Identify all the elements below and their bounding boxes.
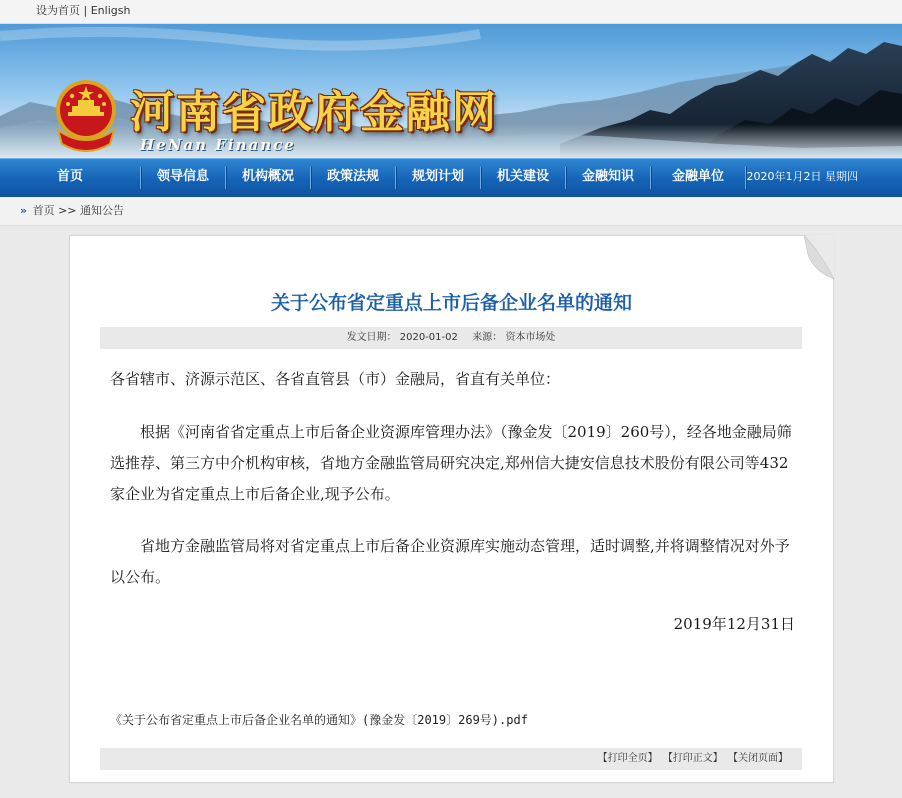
article-actions bbox=[100, 748, 802, 770]
nav-item-organization[interactable]: 机关建设 bbox=[496, 169, 549, 184]
article-title: 关于公布省定重点上市后备企业名单的通知 bbox=[270, 292, 632, 314]
topbar-separator: | bbox=[83, 4, 88, 17]
attachment-link[interactable]: 《关于公布省定重点上市后备企业名单的通知》(豫金发〔2019〕269号).pdf bbox=[110, 713, 528, 727]
close-page-button[interactable]: 【关闭页面】 bbox=[728, 753, 788, 764]
print-body-button[interactable]: 【打印正文】 bbox=[662, 753, 723, 764]
nav-item-plans[interactable]: 规划计划 bbox=[411, 169, 464, 184]
source-value: 资本市场处 bbox=[505, 332, 556, 343]
national-emblem-icon bbox=[52, 78, 120, 152]
breadcrumb-current[interactable]: 通知公告 bbox=[80, 204, 125, 217]
top-utility-bar bbox=[0, 0, 902, 24]
date-label: 发文日期： bbox=[346, 332, 397, 343]
breadcrumb bbox=[0, 197, 902, 226]
site-banner bbox=[0, 24, 902, 158]
nav-item-knowledge[interactable]: 金融知识 bbox=[581, 169, 634, 184]
article-body bbox=[110, 364, 795, 640]
site-subtitle: HeNan Finance bbox=[140, 136, 296, 154]
nav-item-overview[interactable]: 机构概况 bbox=[241, 169, 294, 184]
set-homepage-link[interactable]: 设为首页 bbox=[36, 4, 80, 17]
nav-item-home[interactable]: 首页 bbox=[56, 169, 83, 184]
article-panel bbox=[69, 235, 834, 783]
nav-item-leaders[interactable]: 领导信息 bbox=[156, 169, 209, 184]
breadcrumb-separator: >> bbox=[58, 204, 77, 217]
publish-date: 2020-01-02 bbox=[399, 332, 458, 343]
english-link[interactable]: Enligsh bbox=[90, 4, 131, 17]
salutation: 各省辖市、济源示范区、各省直管县（市）金融局，省直有关单位： bbox=[110, 370, 561, 388]
source-label: 来源： bbox=[472, 332, 503, 343]
article-meta bbox=[100, 327, 802, 349]
site-title: 河南省政府金融网 bbox=[130, 87, 498, 138]
nav-item-institutions[interactable]: 金融单位 bbox=[671, 169, 724, 184]
breadcrumb-home-link[interactable]: 首页 bbox=[32, 204, 55, 217]
page-curl-decoration bbox=[804, 235, 834, 279]
print-page-button[interactable]: 【打印全页】 bbox=[597, 753, 658, 764]
body-paragraph: 根据《河南省省定重点上市后备企业资源库管理办法》（豫金发〔2019〕260号），经各地金融局筛选推荐、第三方中介机构审核，省地方金融监管局研究决定,郑州信大捷安信息技术股份有限公司等432家企业为省定重点上市后备企业,现予公布。 bbox=[110, 423, 792, 503]
sign-date: 2019年12月31日 bbox=[673, 615, 795, 633]
body-paragraph: 省地方金融监管局将对省定重点上市后备企业资源库实施动态管理，适时调整,并将调整情况对外予以公布。 bbox=[110, 537, 790, 586]
double-chevron-right-icon: ›› bbox=[20, 204, 26, 217]
nav-item-policies[interactable]: 政策法规 bbox=[326, 169, 379, 184]
main-nav bbox=[0, 158, 902, 197]
current-date: 2020年1月2日 星期四 bbox=[746, 170, 858, 183]
